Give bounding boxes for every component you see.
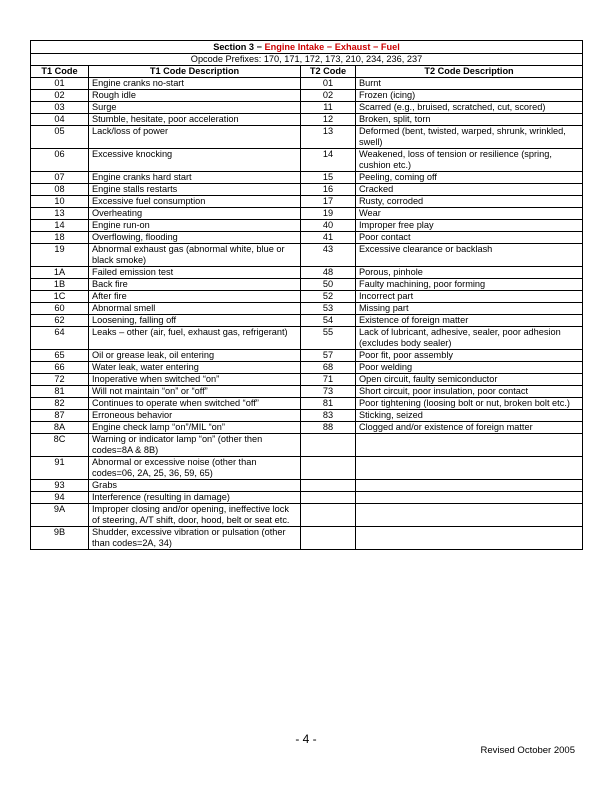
table-row [31,527,583,550]
t1-code-cell: 9A [31,504,89,527]
t2-code-cell: 12 [301,114,356,126]
t1-description-cell: Continues to operate when switched “off” [89,398,301,410]
t1-code-cell: 18 [31,232,89,244]
t1-description-cell: Warning or indicator lamp “on” (other then codes=8A & 8B) [89,434,301,457]
t2-code-cell: 14 [301,149,356,172]
t2-code-cell: 15 [301,172,356,184]
t2-description-cell: Missing part [356,303,583,315]
table-row [31,303,583,315]
t1-code-cell: 62 [31,315,89,327]
table-row [31,410,583,422]
t1-code-cell: 65 [31,350,89,362]
t2-description-cell [356,480,583,492]
t1-description-cell: Engine cranks hard start [89,172,301,184]
t2-code-cell: 02 [301,90,356,102]
t2-description-cell: Broken, split, torn [356,114,583,126]
t2-description-cell: Poor welding [356,362,583,374]
t1-description-cell: Engine cranks no-start [89,78,301,90]
t1-description-cell: Inoperative when switched “on” [89,374,301,386]
t2-description-cell: Sticking, seized [356,410,583,422]
t1-code-cell: 1C [31,291,89,303]
t2-code-cell [301,480,356,492]
table-row [31,232,583,244]
t2-code-cell: 48 [301,267,356,279]
t1-description-cell: Stumble, hesitate, poor acceleration [89,114,301,126]
table-row [31,208,583,220]
table-row [31,196,583,208]
t1-code-cell: 81 [31,386,89,398]
t1-code-cell: 01 [31,78,89,90]
t2-description-cell: Poor contact [356,232,583,244]
t2-code-cell: 19 [301,208,356,220]
table-row [31,457,583,480]
table-row [31,90,583,102]
t2-description-cell: Excessive clearance or backlash [356,244,583,267]
t1-description-cell: Improper closing and/or opening, ineffective lock of steering, A/T shift, door, hood, belt or seat etc. [89,504,301,527]
t1-description-cell: Oil or grease leak, oil entering [89,350,301,362]
t2-description-cell: Improper free play [356,220,583,232]
t1-code-cell: 13 [31,208,89,220]
t1-code-cell: 9B [31,527,89,550]
table-row [31,434,583,457]
t1-code-cell: 66 [31,362,89,374]
t1-description-cell: Loosening, falling off [89,315,301,327]
t1-description-cell: Erroneous behavior [89,410,301,422]
table-row [31,220,583,232]
t2-description-cell [356,504,583,527]
table-row [31,172,583,184]
t1-code-cell: 8C [31,434,89,457]
t1-description-cell: Rough idle [89,90,301,102]
t1-code-cell: 19 [31,244,89,267]
table-row [31,492,583,504]
t1-code-cell: 06 [31,149,89,172]
table-row [31,422,583,434]
table-row [31,149,583,172]
t2-description-cell: Wear [356,208,583,220]
t2-code-cell [301,527,356,550]
table-row [31,398,583,410]
t1-description-cell: Engine check lamp “on”/MIL “on” [89,422,301,434]
t1-description-cell: Engine run-on [89,220,301,232]
table-row [31,374,583,386]
t2-description-cell: Porous, pinhole [356,267,583,279]
t1-description-cell: Water leak, water entering [89,362,301,374]
t1-code-cell: 82 [31,398,89,410]
t1-description-cell: Excessive fuel consumption [89,196,301,208]
table-row [31,350,583,362]
t2-code-cell [301,504,356,527]
t2-description-cell: Weakened, loss of tension or resilience (spring, cushion etc.) [356,149,583,172]
column-header-row [31,66,583,78]
t2-description-cell: Scarred (e.g., bruised, scratched, cut, scored) [356,102,583,114]
t2-code-cell: 01 [301,78,356,90]
t2-description-cell: Poor tightening (loosing bolt or nut, broken bolt etc.) [356,398,583,410]
t2-description-cell [356,527,583,550]
t1-code-cell: 05 [31,126,89,149]
t1-code-cell: 04 [31,114,89,126]
section-highlight: Engine Intake − Exhaust − Fuel [264,42,400,52]
t2-description-cell: Burnt [356,78,583,90]
t2-code-cell: 81 [301,398,356,410]
t2-description-cell [356,492,583,504]
header-t1-description: T1 Code Description [89,66,301,78]
t2-code-cell: 88 [301,422,356,434]
t2-code-cell: 50 [301,279,356,291]
t1-description-cell: Abnormal exhaust gas (abnormal white, blue or black smoke) [89,244,301,267]
t2-code-cell [301,457,356,480]
table-row [31,102,583,114]
table-row [31,267,583,279]
t1-description-cell: Interference (resulting in damage) [89,492,301,504]
t2-code-cell: 17 [301,196,356,208]
page-number: - 4 - [295,732,317,746]
table-row [31,315,583,327]
opcode-prefix-row [31,54,583,66]
t2-code-cell: 57 [301,350,356,362]
t1-code-cell: 87 [31,410,89,422]
t2-description-cell: Frozen (icing) [356,90,583,102]
t1-description-cell: Overheating [89,208,301,220]
table-row [31,114,583,126]
t2-code-cell: 41 [301,232,356,244]
t2-code-cell: 71 [301,374,356,386]
t2-code-cell: 68 [301,362,356,374]
t2-code-cell: 54 [301,315,356,327]
t1-code-cell: 8A [31,422,89,434]
t1-code-cell: 08 [31,184,89,196]
t2-code-cell: 13 [301,126,356,149]
t1-code-cell: 91 [31,457,89,480]
header-t2-code: T2 Code [301,66,356,78]
t2-description-cell: Existence of foreign matter [356,315,583,327]
t1-description-cell: Surge [89,102,301,114]
t1-description-cell: Back fire [89,279,301,291]
table-row [31,480,583,492]
t2-description-cell: Cracked [356,184,583,196]
header-t2-description: T2 Code Description [356,66,583,78]
t1-description-cell: Excessive knocking [89,149,301,172]
table-row [31,244,583,267]
table-row [31,126,583,149]
t1-code-cell: 1A [31,267,89,279]
t1-code-cell: 07 [31,172,89,184]
table-row [31,362,583,374]
t2-code-cell [301,434,356,457]
revision-date: Revised October 2005 [480,745,575,756]
header-t1-code: T1 Code [31,66,89,78]
t2-code-cell: 53 [301,303,356,315]
table-row [31,184,583,196]
t2-description-cell [356,457,583,480]
t1-code-cell: 02 [31,90,89,102]
t1-code-cell: 03 [31,102,89,114]
t2-description-cell: Incorrect part [356,291,583,303]
t1-description-cell: Will not maintain “on” or “off” [89,386,301,398]
t2-description-cell: Peeling, coming off [356,172,583,184]
table-row [31,291,583,303]
t1-code-cell: 72 [31,374,89,386]
table-row [31,327,583,350]
t1-code-cell: 1B [31,279,89,291]
t2-code-cell: 55 [301,327,356,350]
t1-description-cell: Abnormal smell [89,303,301,315]
t1-code-cell: 14 [31,220,89,232]
t1-description-cell: Overflowing, flooding [89,232,301,244]
t2-description-cell: Short circuit, poor insulation, poor contact [356,386,583,398]
t2-code-cell [301,492,356,504]
t1-code-cell: 64 [31,327,89,350]
t1-description-cell: Shudder, excessive vibration or pulsation (other than codes=2A, 34) [89,527,301,550]
t1-code-cell: 93 [31,480,89,492]
t2-code-cell: 52 [301,291,356,303]
t2-description-cell: Deformed (bent, twisted, warped, shrunk, wrinkled, swell) [356,126,583,149]
t2-code-cell: 73 [301,386,356,398]
document-sheet [30,40,582,550]
t1-description-cell: Lack/loss of power [89,126,301,149]
t1-description-cell: Leaks – other (air, fuel, exhaust gas, refrigerant) [89,327,301,350]
section-title [31,41,583,54]
t2-code-cell: 43 [301,244,356,267]
t2-description-cell: Faulty machining, poor forming [356,279,583,291]
t2-description-cell: Poor fit, poor assembly [356,350,583,362]
t2-code-cell: 83 [301,410,356,422]
opcode-prefixes: Opcode Prefixes: 170, 171, 172, 173, 210, 234, 236, 237 [31,54,583,66]
table-body [31,78,583,550]
t1-code-cell: 94 [31,492,89,504]
t1-description-cell: After fire [89,291,301,303]
t2-code-cell: 16 [301,184,356,196]
t1-description-cell: Engine stalls restarts [89,184,301,196]
table-row [31,78,583,90]
t2-description-cell: Open circuit, faulty semiconductor [356,374,583,386]
t2-description-cell: Clogged and/or existence of foreign matter [356,422,583,434]
table-row [31,504,583,527]
t1-description-cell: Grabs [89,480,301,492]
table-row [31,279,583,291]
t2-code-cell: 40 [301,220,356,232]
table-row [31,386,583,398]
t2-description-cell [356,434,583,457]
section-title-row [31,41,583,54]
t2-code-cell: 11 [301,102,356,114]
t1-description-cell: Abnormal or excessive noise (other than codes=06, 2A, 25, 36, 59, 65) [89,457,301,480]
t1-code-cell: 10 [31,196,89,208]
t2-description-cell: Rusty, corroded [356,196,583,208]
code-table [30,40,583,550]
t1-description-cell: Failed emission test [89,267,301,279]
t1-code-cell: 60 [31,303,89,315]
section-prefix: Section 3 − [213,42,265,52]
t2-description-cell: Lack of lubricant, adhesive, sealer, poor adhesion (excludes body sealer) [356,327,583,350]
